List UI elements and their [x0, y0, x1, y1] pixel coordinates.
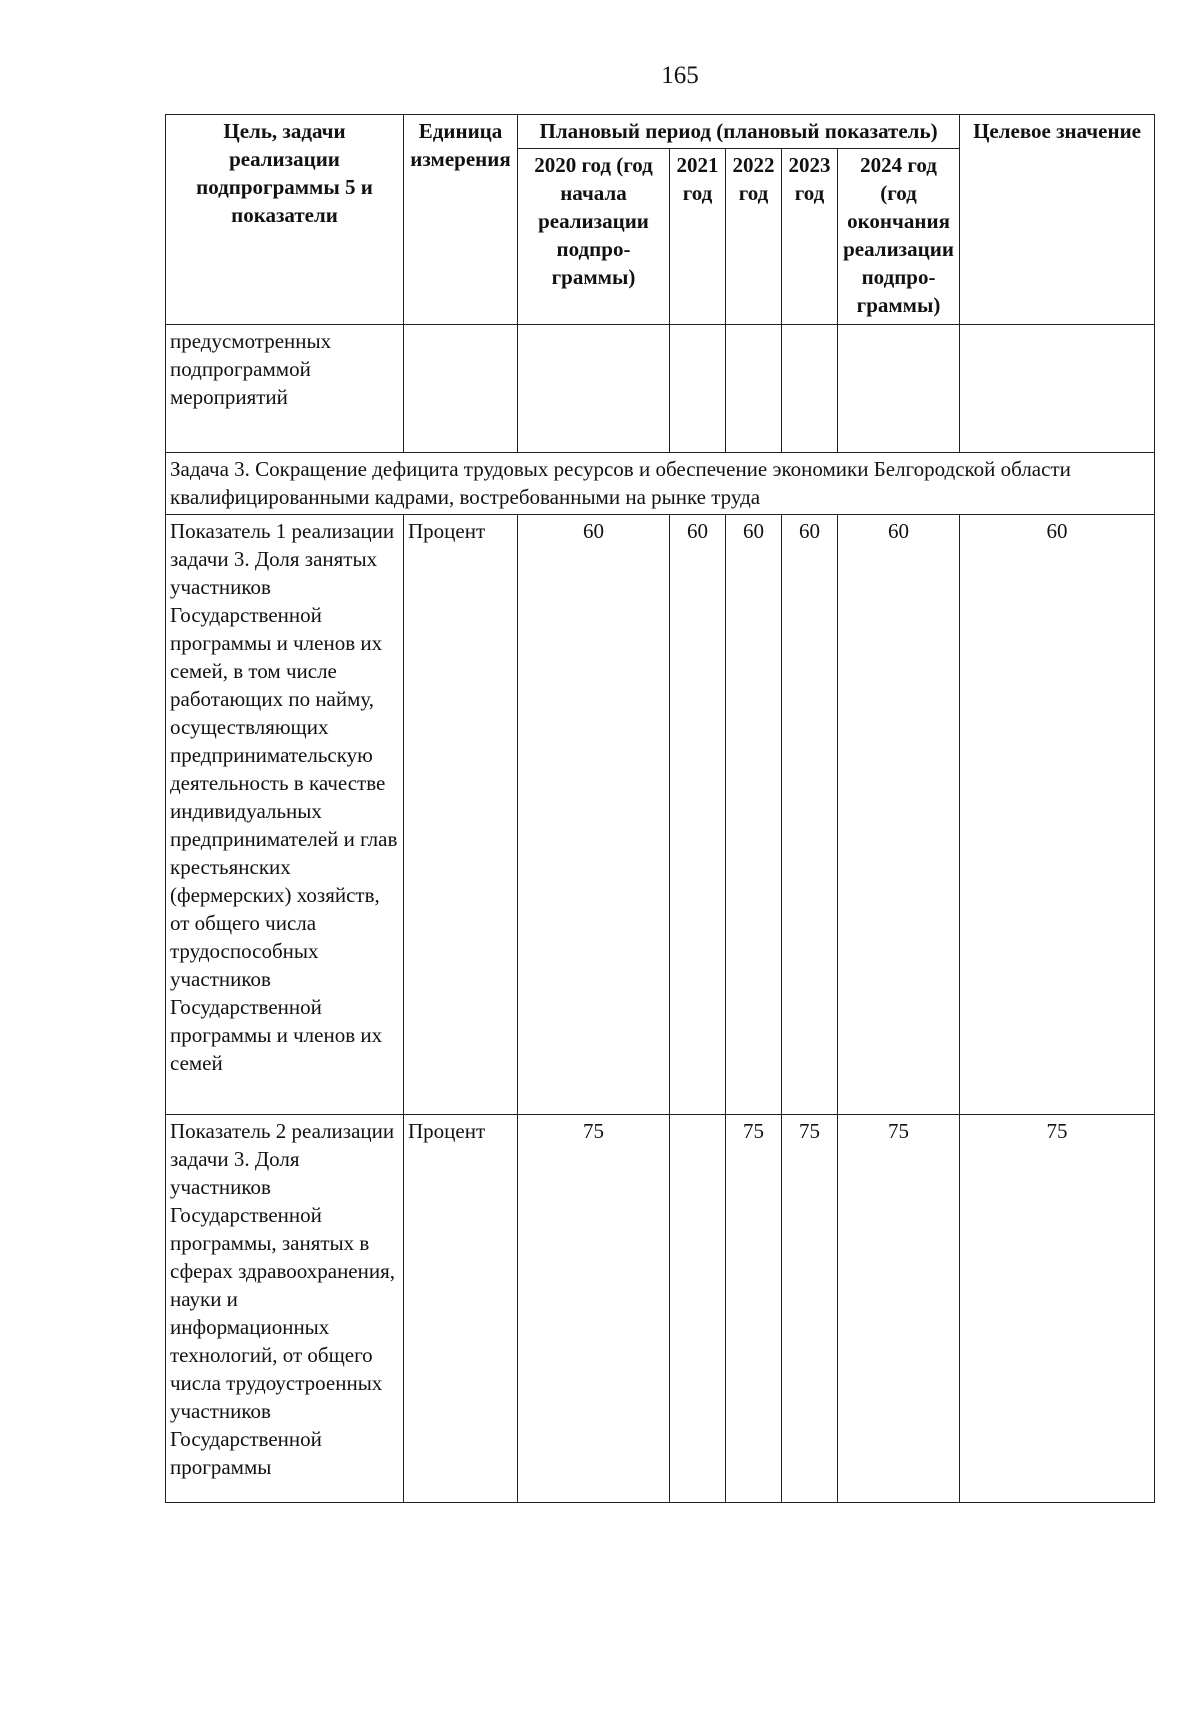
header-year-2024: 2024 год (год окончания реализации подпро-граммы)	[838, 149, 960, 325]
indicator-1-2024: 60	[838, 515, 960, 1115]
continued-text-cell: предусмотренных подпрограммой мероприятий	[166, 325, 404, 453]
indicator-2-2021	[670, 1115, 726, 1503]
indicator-1-2020: 60	[518, 515, 670, 1115]
empty-cell	[518, 325, 670, 453]
header-period: Плановый период (плановый показатель)	[518, 115, 960, 149]
header-goal: Цель, задачи реализации подпрограммы 5 и показатели	[166, 115, 404, 325]
indicator-1-2023: 60	[782, 515, 838, 1115]
indicator-1-2021: 60	[670, 515, 726, 1115]
header-year-2021: 2021 год	[670, 149, 726, 325]
indicator-2-2020: 75	[518, 1115, 670, 1503]
empty-cell	[782, 325, 838, 453]
header-row	[166, 115, 1155, 149]
indicator-2-2022: 75	[726, 1115, 782, 1503]
header-year-2022: 2022 год	[726, 149, 782, 325]
indicator-2-unit: Процент	[404, 1115, 518, 1503]
empty-cell	[726, 325, 782, 453]
table-row	[166, 325, 1155, 453]
header-year-2020: 2020 год (год начала реализации подпро-граммы)	[518, 149, 670, 325]
task-3-cell: Задача 3. Сокращение дефицита трудовых ресурсов и обеспечение экономики Белгородской области квалифицированными кадрами, востребованными на рынке труда	[166, 453, 1155, 515]
empty-cell	[838, 325, 960, 453]
indicator-2-2023: 75	[782, 1115, 838, 1503]
header-unit: Единица измерения	[404, 115, 518, 325]
indicator-2-2024: 75	[838, 1115, 960, 1503]
indicator-1-target: 60	[960, 515, 1155, 1115]
table-row	[166, 515, 1155, 1115]
indicator-2-target: 75	[960, 1115, 1155, 1503]
empty-cell	[670, 325, 726, 453]
indicator-1-text: Показатель 1 реализации задачи 3. Доля занятых участников Государственной программы и членов их семей, в том числе работающих по найму, осуществляющих предпринимательскую деятельность в качестве индивидуальных предпринимателей и глав крестьянских (фермерских) хозяйств, от общего числа трудоспособных участников Государственной программы и членов их семей	[166, 515, 404, 1115]
header-year-2023: 2023 год	[782, 149, 838, 325]
indicator-1-2022: 60	[726, 515, 782, 1115]
empty-cell	[404, 325, 518, 453]
empty-cell	[960, 325, 1155, 453]
indicator-2-text: Показатель 2 реализации задачи 3. Доля участников Государственной программы, занятых в сферах здравоохранения, науки и информационных технологий, от общего числа трудоустроенных участников Государственной программы	[166, 1115, 404, 1503]
header-target: Целевое значение	[960, 115, 1155, 325]
indicator-1-unit: Процент	[404, 515, 518, 1115]
table-row	[166, 453, 1155, 515]
indicators-table	[165, 114, 1155, 1503]
table-row	[166, 1115, 1155, 1503]
page-number: 165	[661, 62, 699, 89]
